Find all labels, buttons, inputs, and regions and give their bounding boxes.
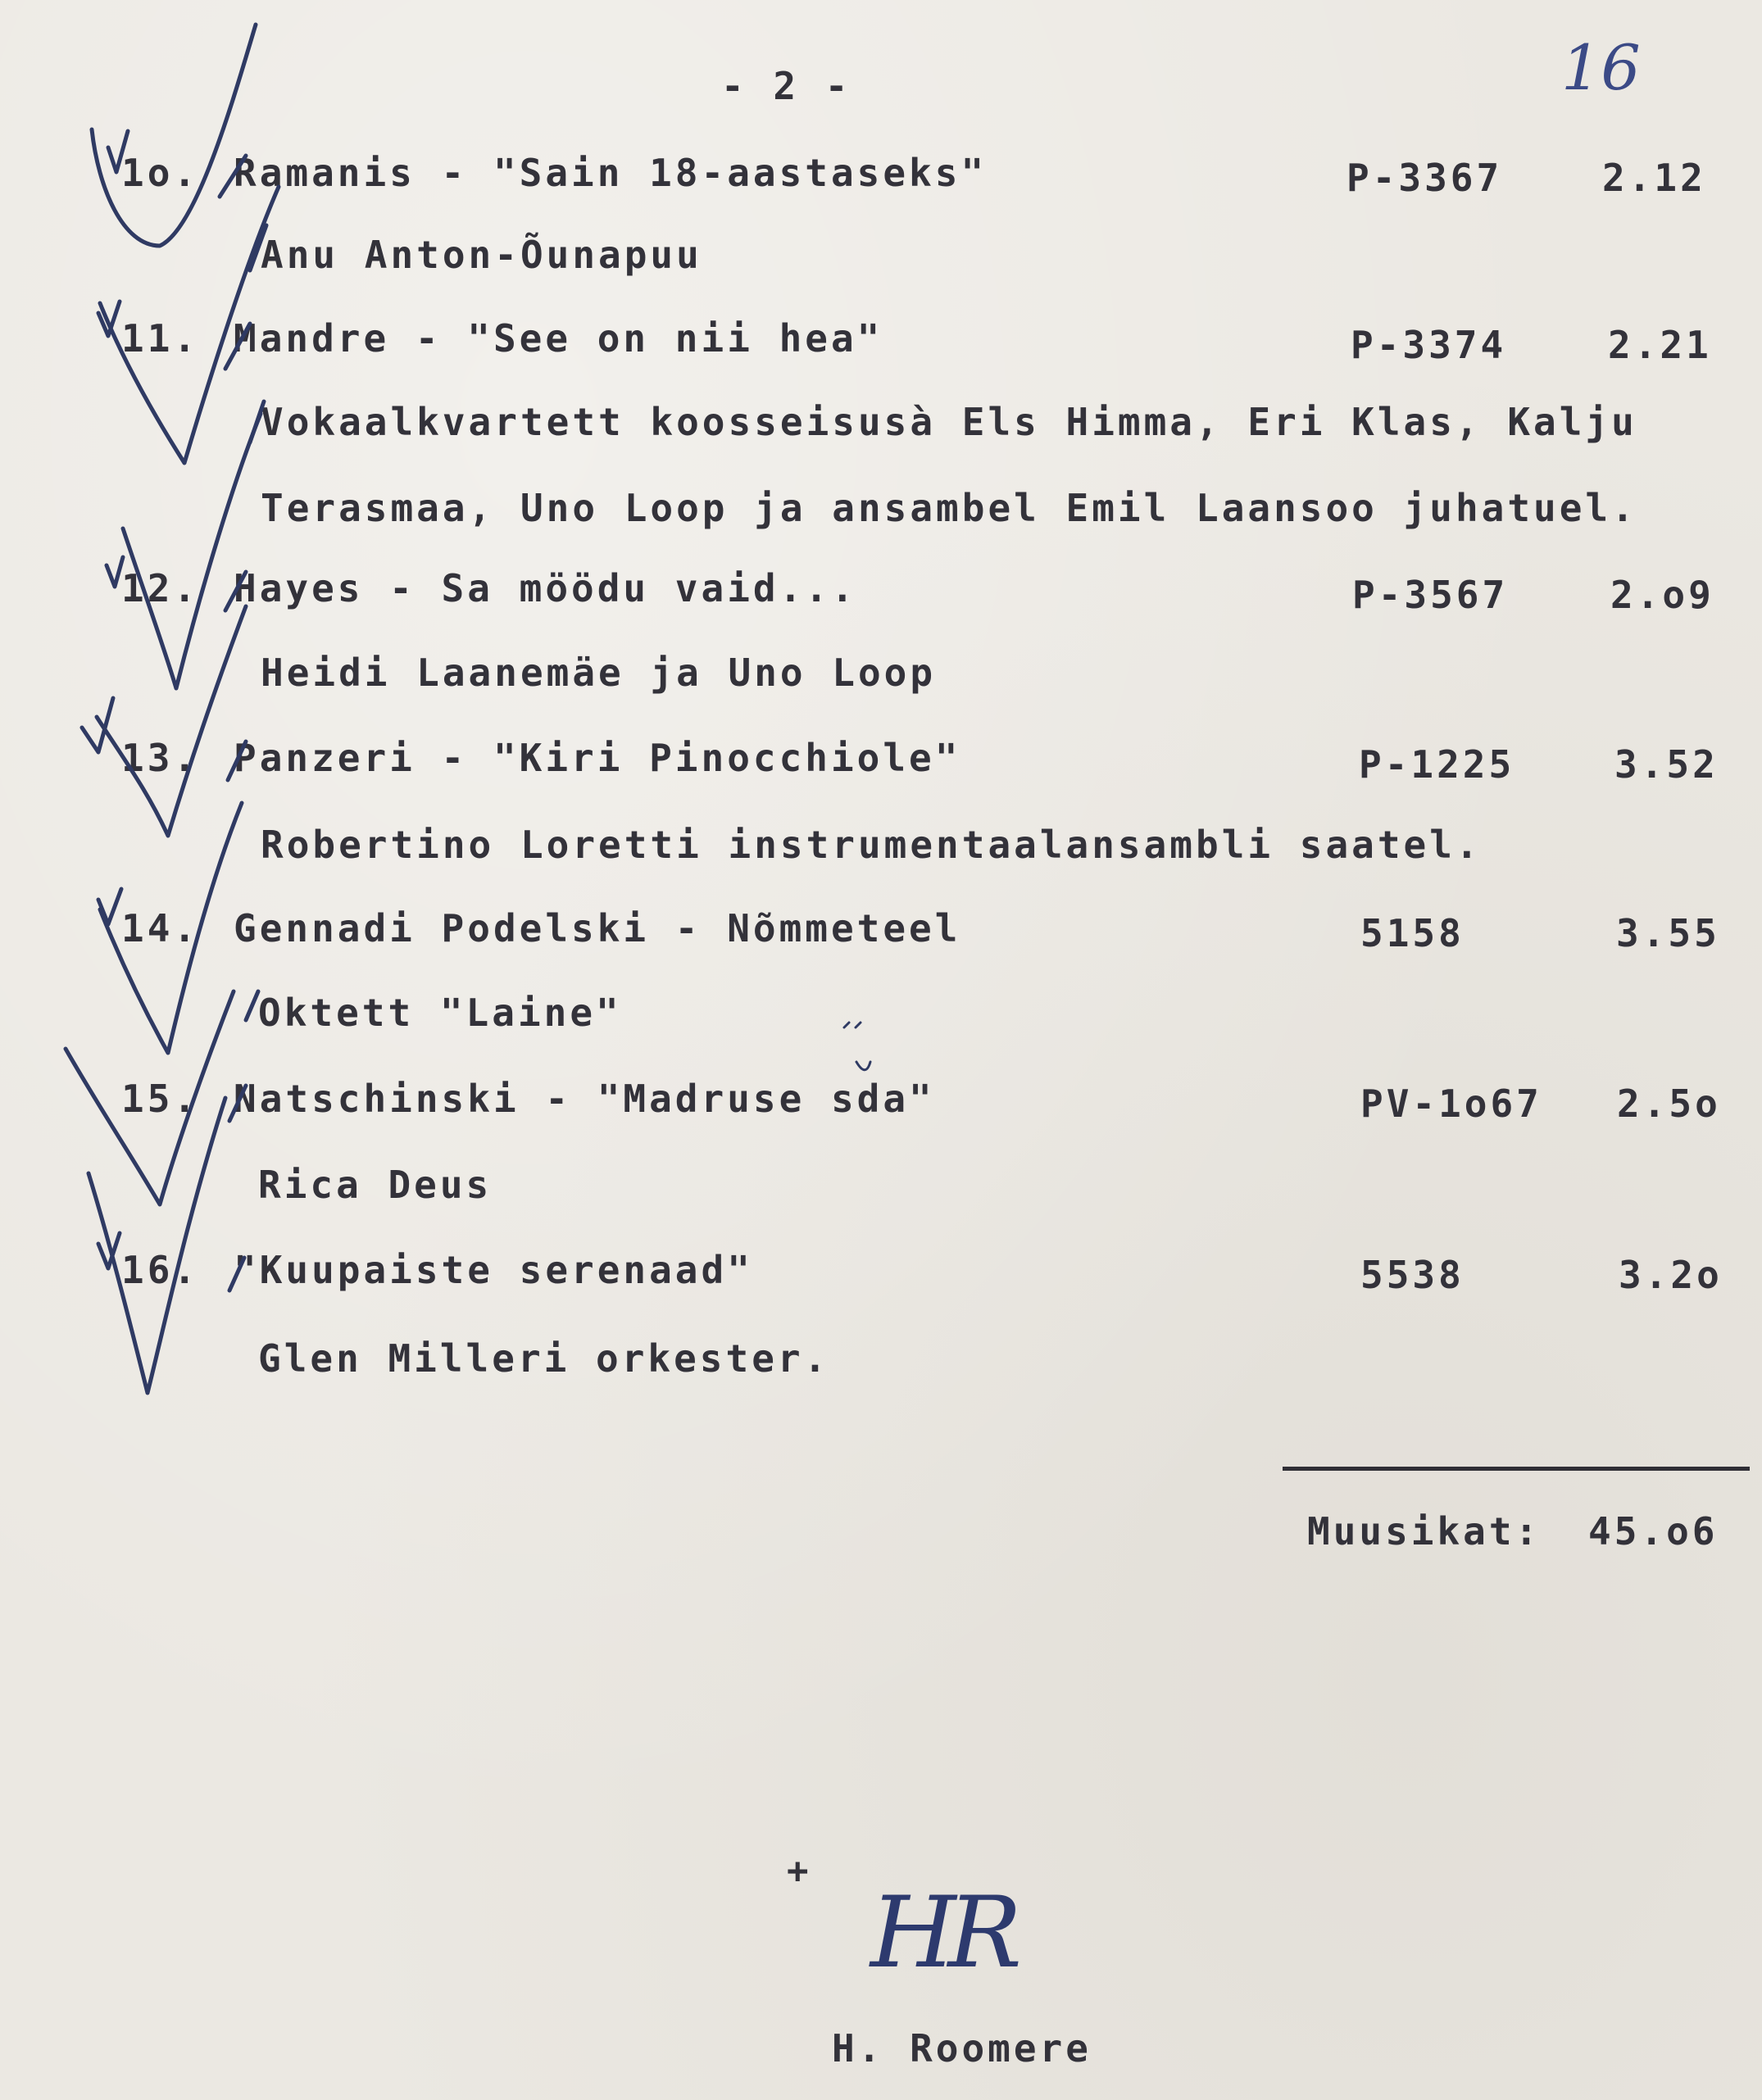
entry-catalog: PV-1o67: [1360, 1082, 1542, 1126]
entry-number: 15.: [121, 1077, 200, 1121]
entry-performer: Robertino Loretti instrumentaalansambli saatel.: [261, 823, 1482, 867]
entry-duration: 2.5o: [1617, 1082, 1721, 1126]
entry-performer: Rica Deus: [258, 1163, 493, 1207]
entry-catalog: P-3367: [1346, 156, 1503, 200]
entry-duration: 3.52: [1614, 742, 1719, 787]
check-mark-icon: [123, 414, 261, 688]
tick-icon: [82, 698, 113, 752]
entry-catalog: 5158: [1360, 911, 1465, 955]
check-mark-icon: [92, 25, 256, 246]
entry-number: 1o.: [121, 151, 200, 195]
entry-number: 11.: [121, 316, 200, 361]
check-mark-icon: [89, 1098, 225, 1393]
entry-performer: Glen Milleri orkester.: [258, 1336, 830, 1381]
entry-catalog: P-3567: [1352, 573, 1509, 617]
check-mark-icon: [66, 991, 234, 1204]
entry-number: 13.: [121, 736, 200, 780]
margin-note: 16: [1561, 31, 1641, 104]
annotation-mark-icon: [844, 1023, 861, 1027]
entry-duration: 2.o9: [1610, 573, 1714, 617]
signature-initials: HR: [870, 1876, 1014, 1990]
signature-mark: +: [787, 1850, 812, 1892]
entry-duration: 3.2o: [1619, 1253, 1723, 1297]
check-mark-icon: [97, 606, 246, 836]
annotation-mark-icon: [856, 1062, 870, 1070]
entry-number: 16.: [121, 1248, 200, 1292]
entry-performer: Anu Anton-Õunapuu: [261, 233, 702, 277]
slash-mark-icon: [225, 324, 250, 369]
entry-performer: Heidi Laanemäe ja Uno Loop: [261, 651, 937, 695]
entry-catalog: 5538: [1360, 1253, 1465, 1297]
entry-duration: 2.21: [1608, 323, 1712, 367]
tick-icon: [107, 557, 123, 587]
entry-catalog: P-1225: [1359, 742, 1515, 787]
slash-mark-icon: [250, 401, 264, 442]
entry-performer: Terasmaa, Uno Loop ja ansambel Emil Laansoo juhatuel.: [261, 486, 1637, 530]
entry-title: "Kuupaiste serenaad": [234, 1248, 753, 1292]
slash-mark-icon: [246, 991, 258, 1020]
entry-performer: Oktett "Laine": [258, 991, 622, 1035]
slash-mark-icon: [225, 572, 246, 610]
tick-icon: [108, 131, 128, 172]
page-number: - 2 -: [721, 64, 851, 108]
entry-title: Ramanis - "Sain 18-aastaseks": [234, 151, 988, 195]
entry-number: 12.: [121, 566, 200, 610]
signature-name: H. Roomere: [832, 2026, 1092, 2071]
entry-catalog: P-3374: [1351, 323, 1507, 367]
entry-title: Mandre - "See on nii hea": [234, 316, 883, 361]
check-mark-icon: [100, 803, 242, 1053]
entry-duration: 3.55: [1616, 911, 1720, 955]
entry-duration: 2.12: [1602, 156, 1706, 200]
slash-mark-icon: [229, 1086, 246, 1121]
slash-mark-icon: [220, 156, 246, 197]
entry-title: Panzeri - "Kiri Pinocchiole": [234, 736, 961, 780]
entry-performer: Vokaalkvartett koosseisusà Els Himma, Eri Klas, Kalju: [261, 400, 1637, 444]
total-value: 45.o6: [1588, 1509, 1719, 1553]
entry-title: Gennadi Podelski - Nõmmeteel: [234, 906, 961, 950]
total-label: Muusikat:: [1307, 1509, 1542, 1553]
entry-number: 14.: [121, 906, 200, 950]
slash-mark-icon: [229, 1258, 244, 1290]
entry-title: Natschinski - "Madruse sda": [234, 1077, 935, 1121]
slash-mark-icon: [228, 742, 246, 780]
entry-title: Hayes - Sa möödu vaid...: [234, 566, 857, 610]
